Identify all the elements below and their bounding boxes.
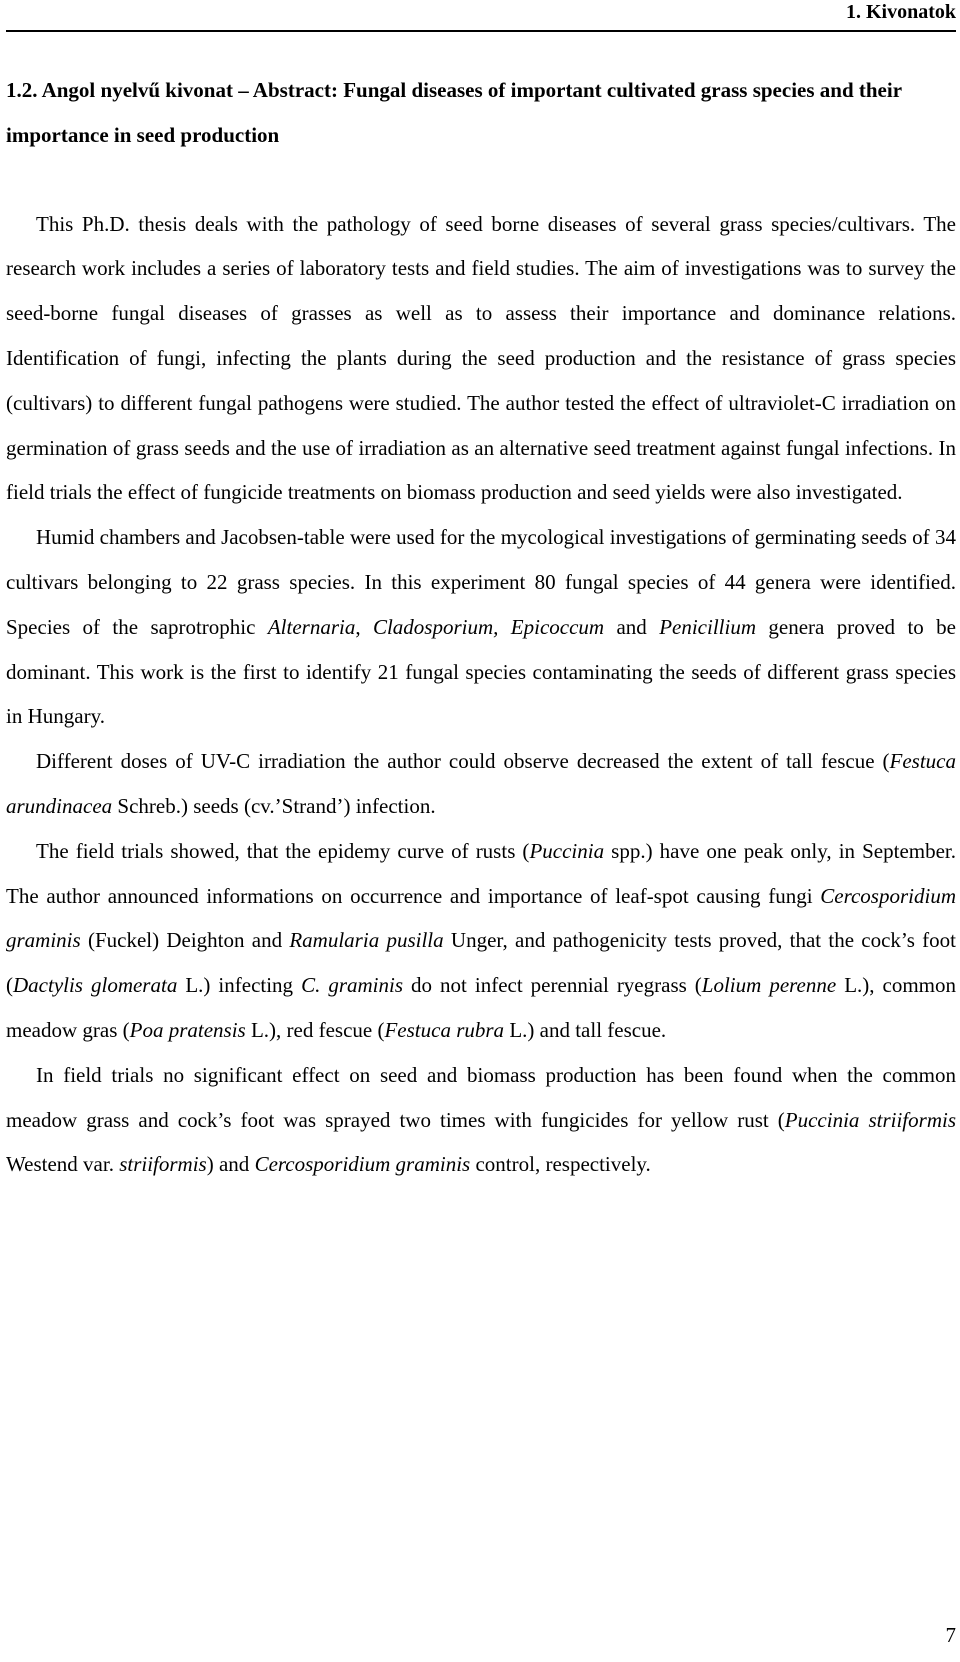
section-heading: 1.2. Angol nyelvű kivonat – Abstract: Fungal diseases of important cultivated grass species and their importance in seed production — [6, 78, 902, 147]
text-run: Humid chambers and Jacobsen-table were used for the mycological investigations of germinating seeds of 34 cultivars belonging to 22 grass species. In this experiment 80 fungal species of 44 genera were identified. Species of the saprotrophic — [6, 525, 956, 639]
italic-taxon: Ramularia pusilla — [289, 928, 444, 953]
text-run: genera proved to be dominant. This work is the first to identify 21 fungal species contaminating the seeds of different grass species in Hungary. — [6, 614, 956, 729]
text-run: Different doses of UV-C irradiation the author could observe decreased the extent of tall fescue ( — [36, 749, 890, 774]
text-run: and — [604, 614, 660, 639]
italic-taxon: Alternaria — [267, 614, 356, 639]
text-run: do not infect perennial ryegrass ( — [403, 973, 702, 998]
italic-taxon: C. graminis — [301, 973, 404, 998]
text-run: (Fuckel) Deighton and — [80, 928, 290, 953]
running-header — [6, 0, 956, 32]
italic-taxon: Puccinia — [529, 838, 605, 863]
text-run: In field trials no significant effect on seed and biomass production has been found when the common meadow grass and cock’s foot was sprayed two times with fungicides for yellow rust ( — [6, 1062, 956, 1132]
text-run: L.) infecting — [177, 973, 302, 998]
italic-taxon: Penicillium — [659, 614, 757, 639]
italic-taxon: Lolium perenne — [701, 973, 837, 998]
italic-taxon: Cladosporium, Epicoccum — [372, 614, 605, 639]
text-run: Schreb.) seeds (cv.’Strand’) infection. — [112, 793, 436, 818]
italic-taxon: striiformis — [119, 1152, 207, 1177]
italic-taxon: Festuca rubra — [384, 1017, 505, 1042]
text-run: Unger, and pathogenicity tests proved, that the cock’s foot ( — [6, 928, 957, 998]
abstract-paragraph-5 — [6, 1053, 956, 1187]
text-run: spp.) have one peak only, in September. The author announced informations on occurrence and importance of leaf-spot causing fungi — [6, 838, 956, 908]
page-content — [6, 68, 956, 1187]
text-run: control, respectively. — [470, 1152, 651, 1177]
text-run: L.), red fescue ( — [245, 1017, 385, 1042]
page-number: 7 — [945, 1623, 956, 1647]
text-run: L.) and tall fescue. — [504, 1017, 667, 1042]
text-run: Westend var. — [6, 1152, 120, 1177]
text-run: The field trials showed, that the epidemy curve of rusts ( — [36, 838, 530, 863]
italic-taxon: Puccinia striiformis — [784, 1107, 956, 1132]
italic-taxon: Dactylis glomerata — [13, 973, 178, 998]
text-run: ) and — [206, 1152, 255, 1177]
abstract-paragraph-1: This Ph.D. thesis deals with the pathology of seed borne diseases of several grass species/cultivars. The research work includes a series of laboratory tests and field studies. The aim of investigations was to survey the seed-borne fungal diseases of grasses as well as to assess their importance and dominance relations. Identification of fungi, infecting the plants during the seed production and the resistance of grass species (cultivars) to different fungal pathogens were studied. The author tested the effect of ultraviolet-C irradiation on germination of grass seeds and the use of irradiation as an alternative seed treatment against fungal infections. In field trials the effect of fungicide treatments on biomass production and seed yields were also investigated. — [6, 211, 956, 505]
italic-taxon: Poa pratensis — [129, 1017, 246, 1042]
abstract-paragraph-2 — [6, 515, 956, 739]
italic-taxon: Cercosporidium graminis — [6, 883, 956, 953]
abstract-paragraph-4 — [6, 829, 956, 1053]
text-run: L.), common meadow gras ( — [6, 973, 957, 1042]
running-header-title: 1. Kivonatok — [845, 1, 956, 23]
italic-taxon: Festuca arundinacea — [6, 749, 956, 818]
abstract-paragraph-3 — [6, 739, 956, 829]
italic-taxon: Cercosporidium graminis — [254, 1152, 471, 1177]
text-run: , — [355, 614, 373, 639]
